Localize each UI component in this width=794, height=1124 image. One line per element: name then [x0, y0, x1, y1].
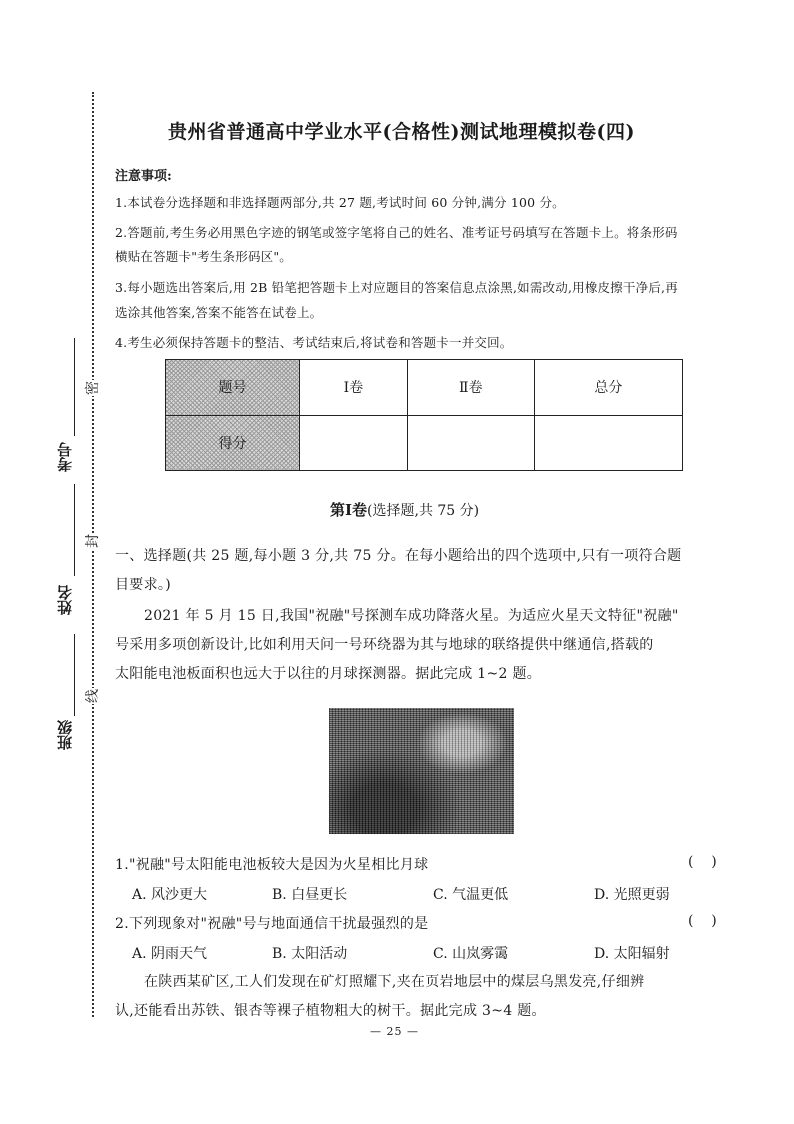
question-2-option-a: A. 阴雨天气: [132, 946, 208, 962]
note-line-3-cont: 选涂其他答案,答案不能答在试卷上。: [115, 305, 323, 320]
passage2-line-2: 认,还能看出苏铁、银杏等裸子植物粗大的树干。据此完成 3~4 题。: [115, 1003, 546, 1019]
score-header-total: 总分: [534, 360, 682, 416]
note-line-2-cont: 横贴在答题卡"考生条形码区"。: [115, 249, 292, 264]
name-underline: [74, 484, 75, 576]
note-line-4: 4.考生必须保持答题卡的整洁、考试结束后,将试卷和答题卡一并交回。: [115, 335, 513, 350]
question-2-answer-bracket: ( ): [688, 913, 717, 929]
note-line-1: 1.本试卷分选择题和非选择题两部分,共 27 题,考试时间 60 分钟,满分 100 分。: [115, 195, 565, 210]
question-2-option-c: C. 山岚雾霭: [433, 946, 509, 962]
note-line-2: 2.答题前,考生务必用黑色字迹的钢笔或签字笔将自己的姓名、准考证号码填写在答题卡上。将条形码: [115, 225, 678, 240]
notes-heading: 注意事项:: [115, 169, 172, 184]
seal-feng: 封: [85, 534, 101, 548]
question-1-option-d: D. 光照更弱: [594, 887, 670, 903]
question-1-stem: 1."祝融"号太阳能电池板较大是因为火星相比月球: [115, 857, 429, 873]
binding-dotted-line: [92, 92, 94, 1017]
passage1-line-3: 太阳能电池板面积也远大于以往的月球探测器。据此完成 1~2 题。: [115, 666, 542, 682]
instruction-line-2: 目要求。): [115, 577, 171, 593]
exam-number-label: 考号: [56, 442, 74, 472]
score-table: [165, 359, 683, 471]
seal-mi: 密: [85, 381, 101, 395]
score-cell-total: [534, 415, 682, 471]
score-cell-part2: [407, 415, 534, 471]
score-row-label: 得分: [166, 415, 300, 471]
page-number: — 25 —: [370, 1025, 419, 1038]
question-2-option-d: D. 太阳辐射: [594, 946, 670, 962]
passage1-line-1: 2021 年 5 月 15 日,我国"祝融"号探测车成功降落火星。为适应火星天文特征"祝融": [144, 608, 679, 624]
section-header: 第Ⅰ卷(选择题,共 75 分): [330, 501, 480, 519]
passage1-line-2: 号采用多项创新设计,比如利用天问一号环绕器为其与地球的联络提供中继通信,搭载的: [115, 637, 654, 653]
class-label: 班级: [56, 720, 74, 750]
question-1-option-a: A. 风沙更大: [132, 887, 208, 903]
question-1-option-c: C. 气温更低: [433, 887, 509, 903]
mars-rover-photo: [329, 708, 514, 834]
question-1-answer-bracket: ( ): [688, 854, 717, 870]
name-label: 姓名: [56, 585, 74, 615]
instruction-line-1: 一、选择题(共 25 题,每小题 3 分,共 75 分。在每小题给出的四个选项中,只有一项符合题: [115, 548, 682, 564]
passage2-line-1: 在陕西某矿区,工人们发现在矿灯照耀下,夹在页岩地层中的煤层乌黑发亮,仔细辨: [144, 974, 645, 990]
question-2-stem: 2.下列现象对"祝融"号与地面通信干扰最强烈的是: [115, 916, 429, 932]
class-underline: [74, 634, 75, 716]
seal-xian: 线: [85, 689, 101, 703]
score-header-part2: Ⅱ卷: [407, 360, 534, 416]
score-cell-part1: [300, 415, 408, 471]
question-2-option-b: B. 太阳活动: [272, 946, 348, 962]
note-line-3: 3.每小题选出答案后,用 2B 铅笔把答题卡上对应题目的答案信息点涂黑,如需改动,用橡皮擦干净后,再: [115, 280, 678, 295]
score-header-label: 题号: [166, 360, 300, 416]
question-1-option-b: B. 白昼更长: [272, 887, 348, 903]
page-title: 贵州省普通高中学业水平(合格性)测试地理模拟卷(四): [168, 121, 635, 143]
score-header-part1: Ⅰ卷: [300, 360, 408, 416]
exam-number-underline: [74, 338, 75, 436]
